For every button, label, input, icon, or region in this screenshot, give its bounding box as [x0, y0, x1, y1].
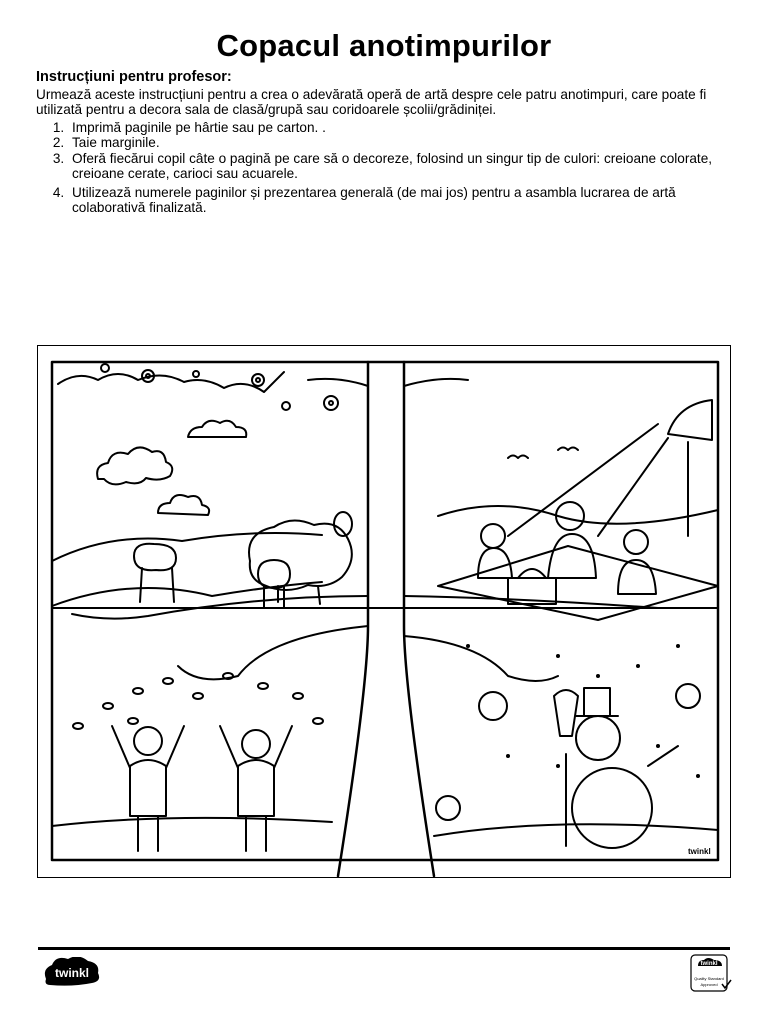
child-icon — [112, 726, 184, 851]
child-icon — [220, 726, 292, 851]
step-4: 4. Utilizează numerele paginilor și prezentarea generală (de mai jos) pentru a asambla lucrarea de artă colaborativă finalizată. — [68, 185, 726, 216]
autumn-ground — [52, 818, 332, 826]
child-icon — [478, 524, 512, 578]
instructions-intro: Urmează aceste instrucțiuni pentru a crea o adevărată operă de artă despre cele patru anotimpuri, care poate fi utilizată pentru a decora sala de clasă/grupă sau coridoarele școlii/grădiniței. — [36, 86, 707, 117]
cloud-icon — [97, 447, 172, 484]
tree-trunk — [404, 362, 434, 876]
spring-hill — [52, 582, 322, 606]
instructions-heading: Instrucțiuni pentru profesor: — [36, 69, 232, 85]
badge-caption-1: Quality Standard — [694, 976, 724, 981]
lamb-icon — [134, 544, 176, 602]
tree-branch — [404, 636, 558, 681]
spring-hill — [52, 533, 322, 561]
logo-text: twinkl — [54, 966, 90, 980]
flower-icon — [101, 364, 338, 410]
inner-border — [52, 362, 718, 860]
child-icon — [618, 530, 656, 594]
sun-icon — [668, 400, 712, 440]
snowflake-icon — [436, 684, 700, 820]
coloring-illustration-frame — [37, 345, 731, 878]
bird-icon — [558, 448, 578, 451]
step-2: 2. Taie marginile. — [68, 135, 726, 151]
illustration-watermark: twinkl — [688, 847, 711, 856]
twinkl-logo-icon — [42, 957, 102, 987]
footer-divider — [38, 947, 730, 950]
step-3: 3. Oferă fiecărui copil câte o pagină pe care să o decoreze, folosind un singur tip de culori: creioane colorate, creioane cerate, carioci sau acuarele. — [68, 151, 726, 182]
leaf-icon — [73, 673, 323, 729]
teacher-instructions — [36, 70, 726, 216]
quality-badge-icon — [690, 954, 734, 994]
badge-caption-2: Approved — [700, 982, 718, 987]
step-1: 1. Imprimă paginile pe hârtie sau pe carton. . — [68, 120, 726, 136]
cloud-icon — [158, 495, 209, 515]
bird-icon — [508, 456, 528, 459]
spring-canopy — [58, 372, 284, 392]
adult-icon — [548, 502, 596, 578]
four-seasons-tree-illustration — [38, 346, 730, 877]
summer-hill — [438, 506, 718, 524]
tree-branch — [178, 626, 368, 679]
tree-trunk — [338, 362, 368, 876]
page-title: Copacul anotimpurilor — [216, 28, 552, 63]
instructions-steps — [36, 120, 726, 216]
tree-branch — [308, 379, 368, 386]
cloud-icon — [188, 421, 246, 437]
badge-logo-text: twinkl — [700, 961, 718, 967]
tree-branch — [404, 379, 468, 386]
